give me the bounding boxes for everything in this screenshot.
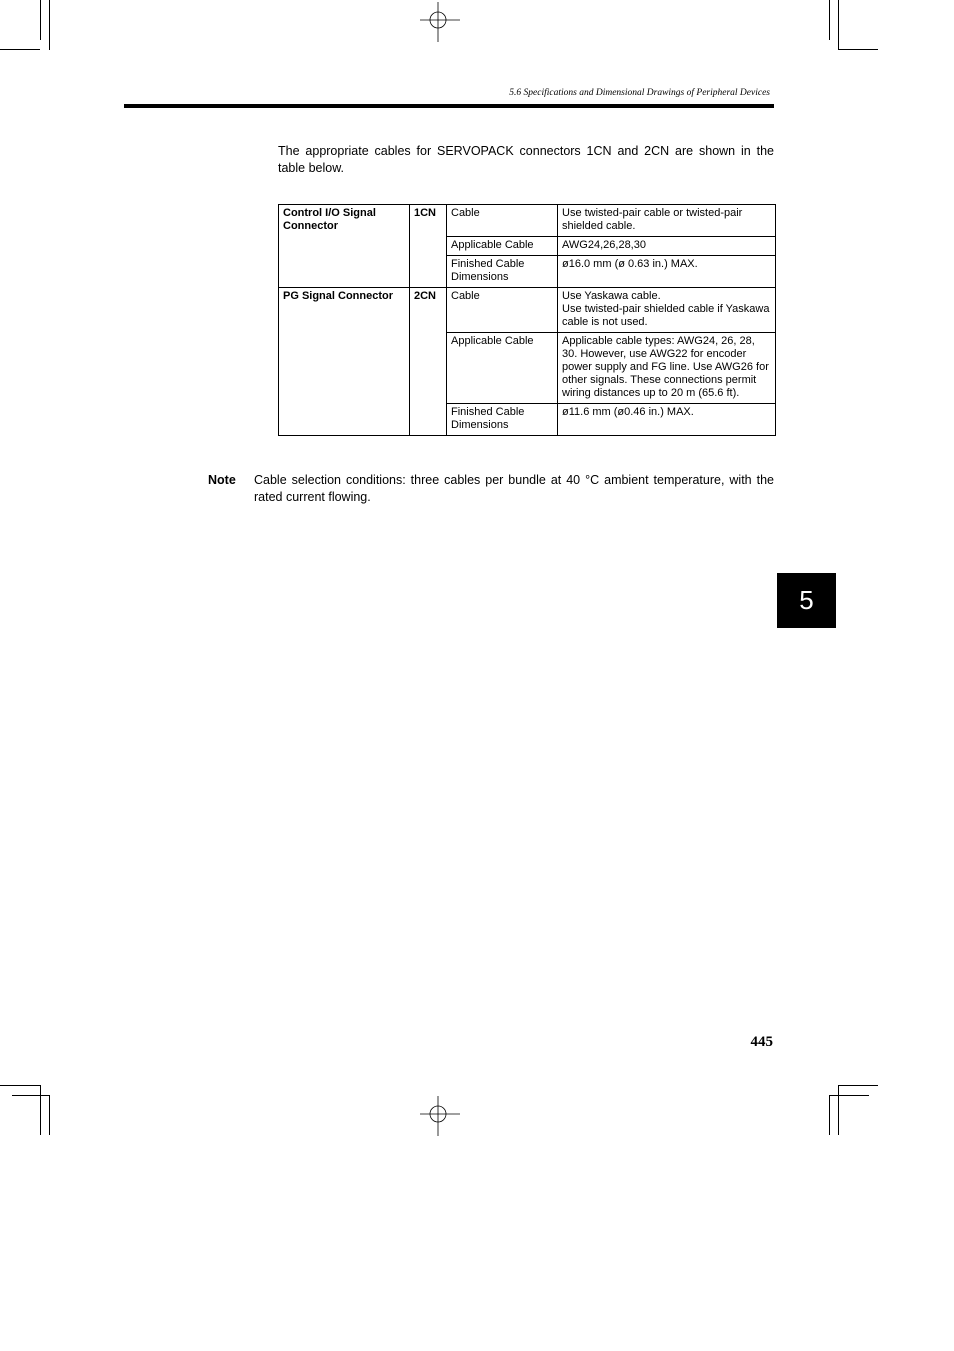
item-cell: Cable — [447, 288, 558, 333]
crop-mark — [838, 0, 839, 50]
crop-mark — [829, 1095, 830, 1135]
spec-cell: Applicable cable types: AWG24, 26, 28, 30. However, use AWG22 for encoder power supply and FG line. Use AWG26 for other signals. These connections permit wiring distances up to 20 m (65.6 ft). — [558, 333, 776, 404]
crop-mark — [0, 1085, 40, 1086]
spec-cell — [558, 288, 776, 333]
crop-mark — [40, 0, 41, 40]
registration-mark-icon — [420, 2, 460, 42]
connector-code: 1CN — [410, 205, 447, 288]
crop-mark — [838, 49, 878, 50]
cable-spec-table — [278, 204, 776, 436]
spec-cell: ø16.0 mm (ø 0.63 in.) MAX. — [558, 256, 776, 288]
item-cell: Applicable Cable — [447, 333, 558, 404]
item-cell: Applicable Cable — [447, 237, 558, 256]
crop-mark — [49, 1095, 50, 1135]
crop-mark — [838, 1085, 878, 1086]
intro-paragraph: The appropriate cables for SERVOPACK connectors 1CN and 2CN are shown in the table below. — [278, 144, 774, 175]
note-text: Cable selection conditions: three cables per bundle at 40 °C ambient temperature, with the rated current flowing. — [254, 473, 774, 504]
item-cell: Finished Cable Dimensions — [447, 404, 558, 436]
crop-mark — [838, 1085, 839, 1135]
item-cell: Cable — [447, 205, 558, 237]
connector-name: Control I/O Signal Connector — [279, 205, 410, 288]
crop-mark — [829, 1095, 869, 1096]
spec-cell: Use twisted-pair cable or twisted-pair shielded cable. — [558, 205, 776, 237]
spec-cell: AWG24,26,28,30 — [558, 237, 776, 256]
spec-cell: ø11.6 mm (ø0.46 in.) MAX. — [558, 404, 776, 436]
spec-line: Use Yaskawa cable. — [562, 290, 661, 302]
table-row — [279, 205, 776, 237]
registration-mark-icon — [420, 1096, 460, 1136]
page-number: 445 — [750, 1034, 773, 1050]
table-row — [279, 288, 776, 333]
crop-mark — [12, 1095, 50, 1096]
crop-mark — [49, 0, 50, 50]
note-label: Note — [208, 473, 236, 487]
crop-mark — [40, 1085, 41, 1135]
connector-code: 2CN — [410, 288, 447, 436]
item-cell: Finished Cable Dimensions — [447, 256, 558, 288]
header-rule — [124, 104, 774, 108]
connector-name: PG Signal Connector — [279, 288, 410, 436]
crop-mark — [829, 0, 830, 40]
spec-line: Use twisted-pair shielded cable if Yaskawa cable is not used. — [562, 303, 770, 328]
crop-mark — [0, 49, 40, 50]
running-header: 5.6 Specifications and Dimensional Drawings of Peripheral Devices — [509, 88, 770, 98]
chapter-tab: 5 — [777, 573, 836, 628]
